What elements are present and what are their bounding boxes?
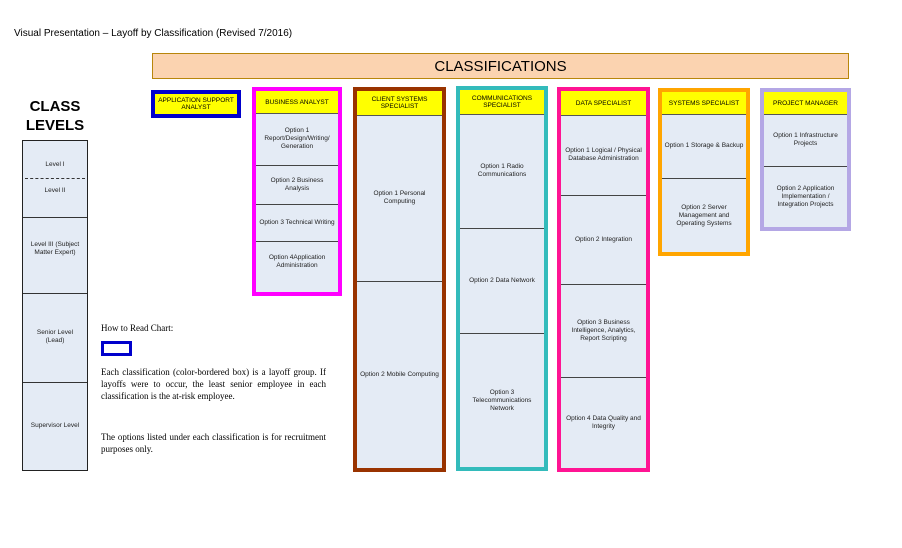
option-item: Option 1 Logical / Physical Database Administration	[565, 147, 642, 162]
option-item: Option 1 Infrastructure Projects	[773, 132, 838, 147]
option-item: Option 3 Telecommunications Network	[472, 388, 532, 412]
classification-systems-specialist	[658, 88, 750, 256]
classification-business-analyst	[252, 87, 342, 296]
level-divider	[23, 382, 87, 383]
level-item: Level I	[45, 161, 65, 168]
classification-header: DATA SPECIALIST	[561, 91, 646, 116]
option-item: Option 4Application Administration	[268, 254, 326, 269]
option-item: Option 1 Radio Communications	[477, 163, 527, 178]
option-item: Option 2 Integration	[574, 236, 633, 243]
page-title: Visual Presentation – Layoff by Classification (Revised 7/2016)	[14, 28, 293, 39]
level-divider-dashed	[25, 178, 85, 179]
classification-header: COMMUNICATIONS SPECIALIST	[460, 90, 544, 115]
legend-description: Each classification (color-bordered box) is a layoff group. If layoffs were to occur, the least senior employee in each classification is the at-risk employee.	[101, 367, 326, 401]
class-levels-title-line1: CLASS	[29, 98, 81, 115]
class-levels-title-line2: LEVELS	[25, 117, 85, 134]
option-item: Option 3 Business Intelligence, Analytics, Report Scripting	[571, 319, 636, 342]
classification-client-systems-specialist	[353, 87, 446, 472]
level-item: Level III (Subject Matter Expert)	[30, 241, 80, 256]
class-levels-column	[22, 140, 88, 471]
option-item: Option 3 Technical Writing	[259, 219, 335, 226]
classification-header: SYSTEMS SPECIALIST	[662, 92, 746, 115]
level-item: Level II	[44, 187, 66, 194]
option-item: Option 4 Data Quality and Integrity	[566, 415, 641, 430]
classification-project-manager	[760, 88, 851, 231]
option-item: Option 2 Server Management and Operating Systems	[676, 203, 732, 227]
classifications-banner: CLASSIFICATIONS	[152, 53, 849, 79]
option-item: Option 2 Data Network	[469, 277, 535, 284]
legend-title: How to Read Chart:	[101, 323, 174, 333]
classification-application-support-analyst	[151, 90, 241, 118]
level-divider	[23, 293, 87, 294]
legend-note: The options listed under each classification is for recruitment purposes only.	[101, 432, 326, 454]
class-levels-title	[22, 97, 88, 135]
classification-data-specialist	[557, 87, 650, 472]
classification-header: PROJECT MANAGER	[764, 92, 847, 115]
option-item: Option 1 Report/Design/Writing/ Generation	[264, 127, 330, 150]
classification-communications-specialist	[456, 86, 548, 471]
option-item: Option 2 Application Implementation / Integration Projects	[776, 185, 835, 208]
level-item: Supervisor Level	[30, 422, 80, 429]
classification-header: CLIENT SYSTEMS SPECIALIST	[357, 91, 442, 116]
option-item: Option 1 Personal Computing	[373, 190, 426, 205]
classification-header: APPLICATION SUPPORT ANALYST	[155, 94, 237, 114]
classification-header: BUSINESS ANALYST	[256, 91, 338, 114]
option-item: Option 2 Business Analysis	[270, 177, 324, 192]
legend-swatch	[101, 341, 132, 356]
level-divider	[23, 217, 87, 218]
option-item: Option 2 Mobile Computing	[360, 370, 439, 378]
option-item: Option 1 Storage & Backup	[664, 142, 744, 149]
level-item: Senior Level (Lead)	[36, 329, 74, 344]
